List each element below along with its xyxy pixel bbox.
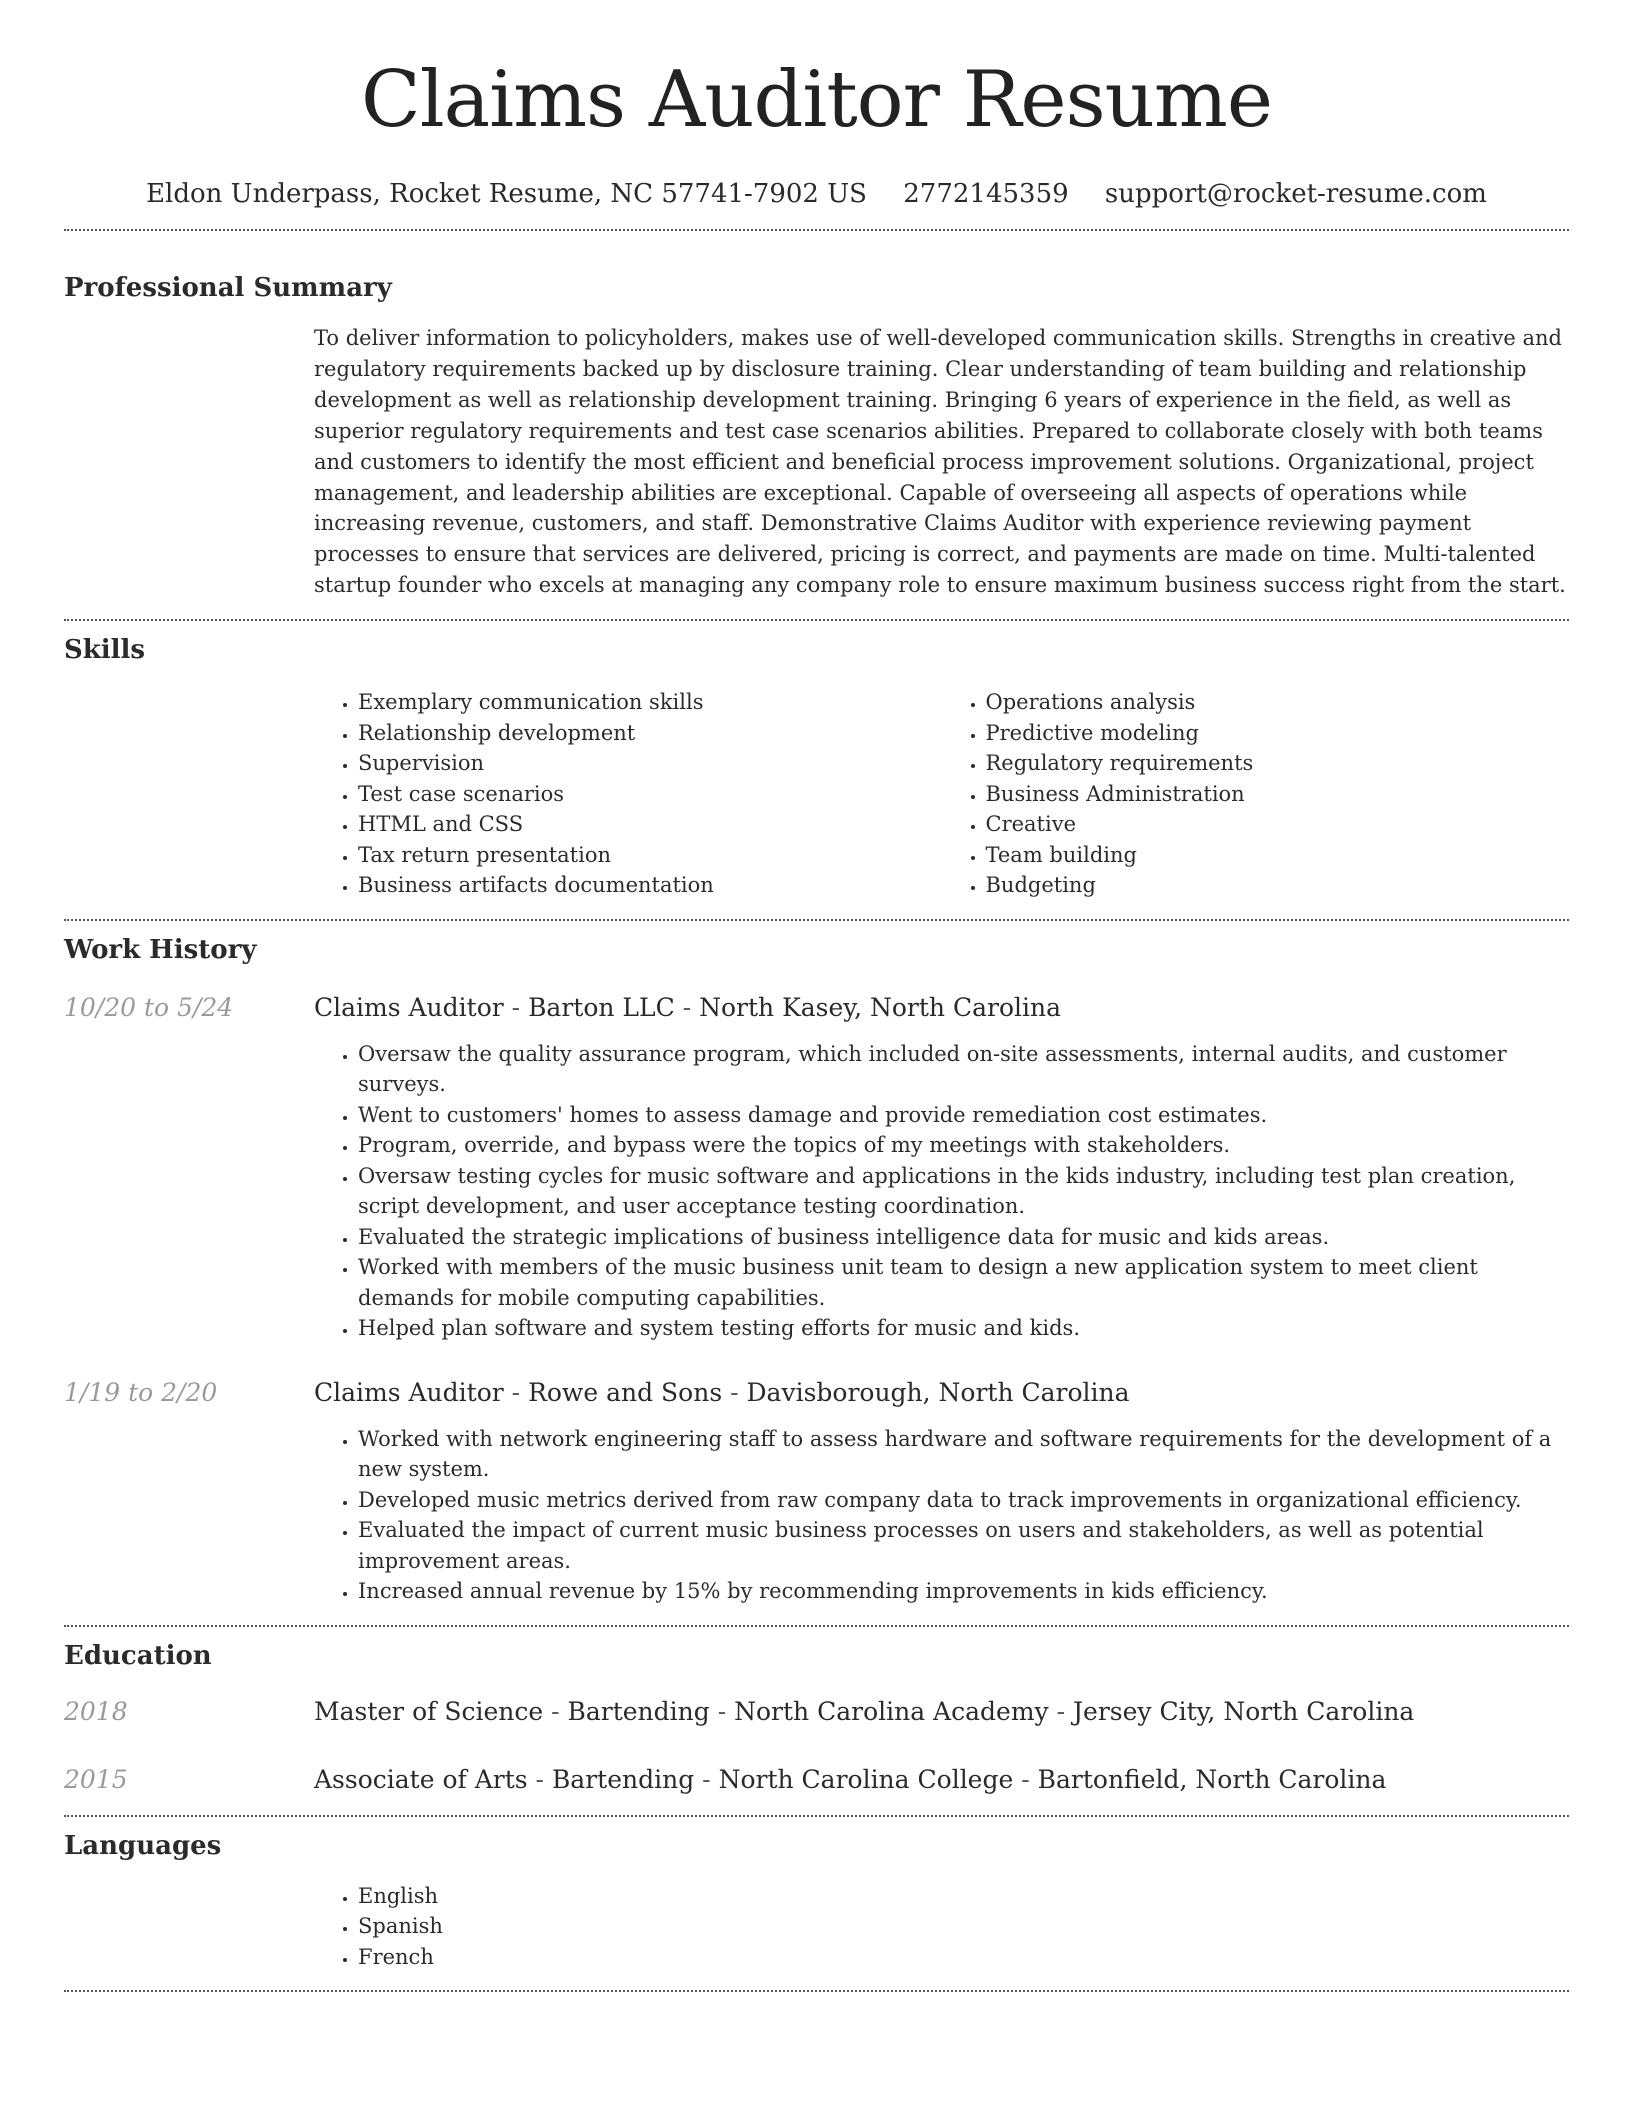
job-title: [314, 1376, 1130, 1410]
contact-email: support@rocket-resume.com: [1104, 179, 1487, 209]
education-field: Bartending: [551, 1764, 695, 1794]
divider: [64, 229, 1569, 231]
list-item: • Oversaw the quality assurance program, which included on-site assessments, internal audits, and customer surveys.: [358, 1039, 1569, 1100]
divider: [64, 919, 1569, 921]
list-item: • Supervision: [358, 748, 942, 779]
job-title: [314, 991, 1061, 1025]
education-school: North Carolina College: [718, 1764, 1014, 1794]
divider: [64, 1625, 1569, 1627]
list-item: • Predictive modeling: [986, 718, 1570, 749]
list-item: • Team building: [986, 840, 1570, 871]
summary-section: [64, 271, 1569, 601]
list-item: • Evaluated the strategic implications of business intelligence data for music and kids areas.: [358, 1222, 1569, 1253]
list-item: • Spanish: [358, 1911, 1569, 1942]
education-location: Jersey City, North Carolina: [1073, 1696, 1415, 1726]
list-item: • Oversaw testing cycles for music software and applications in the kids industry, including test plan creation, script development, and user acceptance testing coordination.: [358, 1161, 1569, 1222]
section-heading-skills: Skills: [64, 635, 146, 666]
list-item: • Increased annual revenue by 15% by recommending improvements in kids efficiency.: [358, 1576, 1569, 1607]
skills-list-right: [942, 687, 1570, 901]
job-location: North Kasey, North Carolina: [699, 992, 1062, 1022]
list-item: • Helped plan software and system testing efforts for music and kids.: [358, 1313, 1569, 1344]
education-entry: [64, 1763, 1569, 1797]
education-year: 2018: [64, 1696, 128, 1726]
skills-list-left: [314, 687, 942, 901]
list-item: • Business artifacts documentation: [358, 870, 942, 901]
list-item: • Test case scenarios: [358, 779, 942, 810]
separator: -: [503, 1377, 529, 1407]
education-section: [64, 1639, 1569, 1797]
divider: [64, 619, 1569, 621]
list-item: • HTML and CSS: [358, 809, 942, 840]
list-item: • English: [358, 1881, 1569, 1912]
contact-phone: 2772145359: [903, 179, 1069, 209]
list-item: • Operations analysis: [986, 687, 1570, 718]
list-item: • Budgeting: [986, 870, 1570, 901]
list-item: • Worked with network engineering staff to assess hardware and software requirements for the development of a new system.: [358, 1424, 1569, 1485]
skills-section: [64, 633, 1569, 901]
separator: -: [1048, 1696, 1073, 1726]
section-heading-work-history: Work History: [64, 934, 257, 965]
list-item: • Business Administration: [986, 779, 1570, 810]
job-entry: [64, 991, 1569, 1344]
list-item: • Regulatory requirements: [986, 748, 1570, 779]
section-heading-summary: Professional Summary: [64, 273, 392, 303]
divider: [64, 1815, 1569, 1817]
resume-title: Claims Auditor Resume: [361, 55, 1272, 145]
job-bullets: [314, 1424, 1569, 1607]
work-history-section: [64, 933, 1569, 1607]
job-bullets: [314, 1039, 1569, 1344]
resume-page: [64, 0, 1569, 1992]
contact-line: [64, 176, 1569, 212]
list-item: • Exemplary communication skills: [358, 687, 942, 718]
languages-section: [64, 1829, 1569, 1973]
languages-list: [314, 1881, 1569, 1973]
education-title: [314, 1763, 1386, 1797]
separator: -: [543, 1696, 568, 1726]
separator: -: [694, 1764, 719, 1794]
job-role: Claims Auditor: [314, 1377, 504, 1407]
list-item: • Relationship development: [358, 718, 942, 749]
contact-address: Eldon Underpass, Rocket Resume, NC 57741-7902 US: [146, 179, 867, 209]
list-item: • Worked with members of the music business unit team to design a new application system to meet client demands for mobile computing capabilities.: [358, 1252, 1569, 1313]
list-item: • Program, override, and bypass were the topics of my meetings with stakeholders.: [358, 1130, 1569, 1161]
section-heading-education: Education: [64, 1640, 212, 1671]
list-item: • Evaluated the impact of current music business processes on users and stakeholders, as well as potential improvement areas.: [358, 1515, 1569, 1576]
separator: -: [1013, 1764, 1038, 1794]
separator: -: [674, 992, 700, 1022]
separator: -: [709, 1696, 735, 1726]
education-degree: Associate of Arts: [314, 1764, 528, 1794]
job-role: Claims Auditor: [314, 992, 504, 1022]
education-field: Bartending: [567, 1696, 710, 1726]
separator: -: [527, 1764, 552, 1794]
job-entry: [64, 1376, 1569, 1607]
education-year: 2015: [64, 1764, 128, 1794]
separator: -: [503, 992, 529, 1022]
job-dates: 1/19 to 2/20: [64, 1377, 218, 1407]
separator: -: [722, 1377, 747, 1407]
education-entry: [64, 1695, 1569, 1729]
education-title: [314, 1695, 1414, 1729]
job-location: Davisborough, North Carolina: [746, 1377, 1130, 1407]
education-location: Bartonfield, North Carolina: [1037, 1764, 1387, 1794]
job-dates: 10/20 to 5/24: [64, 992, 234, 1022]
section-heading-languages: Languages: [64, 1830, 222, 1861]
list-item: • Went to customers' homes to assess damage and provide remediation cost estimates.: [358, 1100, 1569, 1131]
education-school: North Carolina Academy: [734, 1696, 1049, 1726]
list-item: • Creative: [986, 809, 1570, 840]
divider: [64, 1990, 1569, 1992]
list-item: • Developed music metrics derived from raw company data to track improvements in organizational efficiency.: [358, 1485, 1569, 1516]
list-item: • French: [358, 1942, 1569, 1973]
summary-text: To deliver information to policyholders, makes use of well-developed communication skills. Strengths in creative and regulatory requirements backed up by disclosure training. Clear understanding of team building and relationship development as well as relationship development training. Bringing 6 years of experience in the field, as well as superior regulatory requirements and test case scenarios abilities. Prepared to collaborate closely with both teams and customers to identify the most efficient and beneficial process improvement solutions. Organizational, project management, and leadership abilities are exceptional. Capable of overseeing all aspects of operations while increasing revenue, customers, and staff. Demonstrative Claims Auditor with experience reviewing payment processes to ensure that services are delivered, pricing is correct, and payments are made on time. Multi-talented startup founder who excels at managing any company role to ensure maximum business success right from the start.: [314, 326, 1566, 598]
job-company: Rowe and Sons: [528, 1377, 723, 1407]
job-company: Barton LLC: [528, 992, 675, 1022]
list-item: • Tax return presentation: [358, 840, 942, 871]
education-degree: Master of Science: [314, 1696, 544, 1726]
